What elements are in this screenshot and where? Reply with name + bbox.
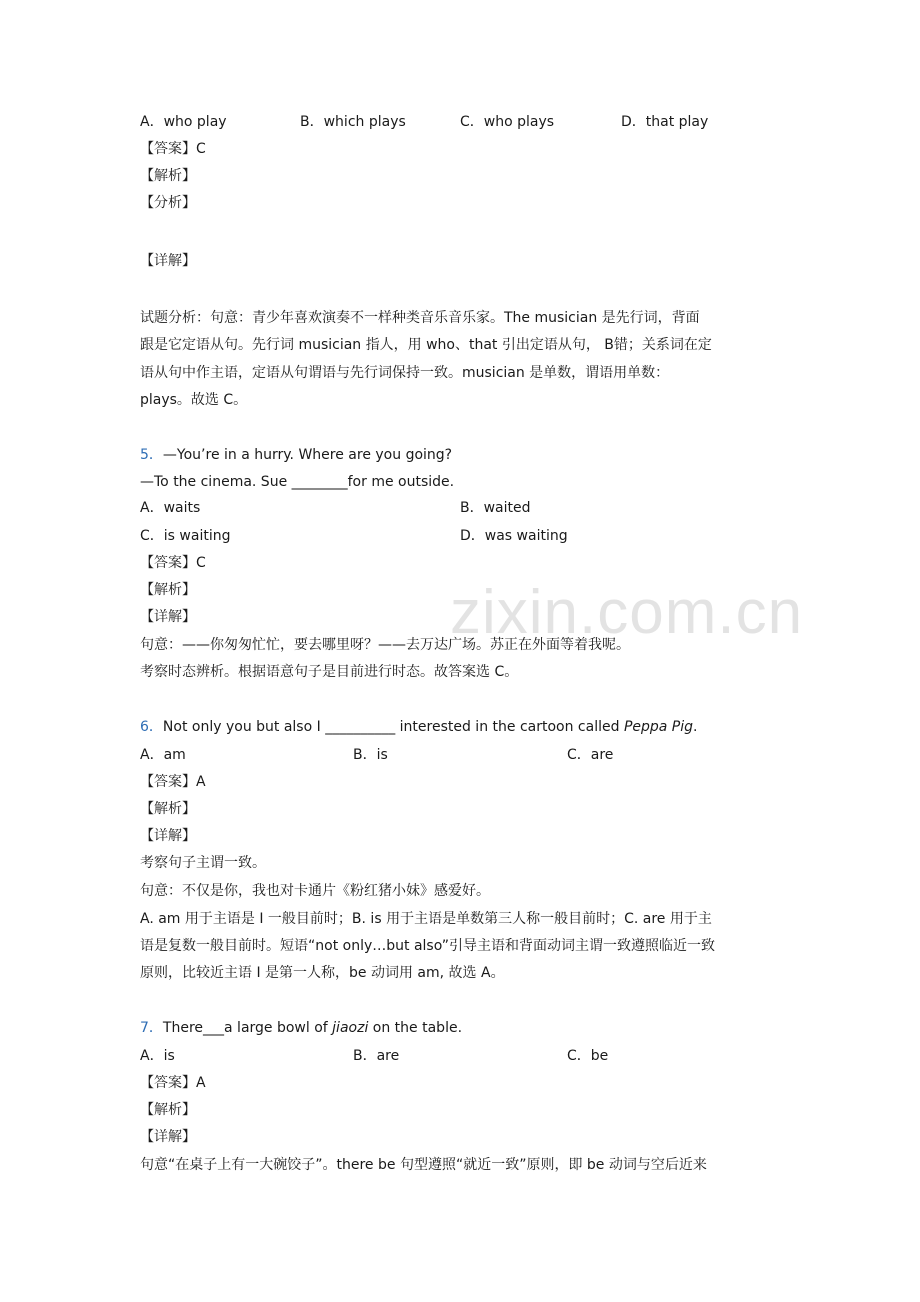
q6-explanation-line: 原则，比较近主语 I 是第一人称，be 动词用 am, 故选 A。	[140, 965, 505, 981]
q5-jiexi-label: 【解析】	[140, 582, 196, 598]
q5-option-a: A．waits	[140, 500, 201, 516]
q5-number: 5．	[140, 447, 163, 463]
q5-dialogue-2: —To the cinema. Sue ________for me outside.	[140, 474, 455, 490]
q7-explanation-line: 句意“在桌子上有一大碗饺子”。there be 句型遵照“就近一致”原则，即 be 动词与空后近来	[140, 1157, 707, 1173]
q4-option-b: B．which plays	[300, 114, 406, 130]
q4-option-c: C．who plays	[460, 114, 555, 130]
q6-stem	[140, 717, 697, 737]
q4-explanation-line: plays。故选 C。	[140, 392, 248, 408]
q6-stem-text: Not only you but also I __________ interested in the cartoon called	[162, 719, 624, 735]
q4-jiexi-label: 【解析】	[140, 168, 196, 184]
watermark: zixin.com.cn	[450, 578, 804, 647]
q6-explanation-line: 语是复数一般目前时。短语“not only…but also”引导主语和背面动词主谓一致遵照临近一致	[140, 938, 716, 954]
q5-option-d: D．was waiting	[460, 528, 568, 544]
q5-stem-line-1	[140, 445, 452, 465]
q5-xiangjie-label: 【详解】	[140, 609, 196, 625]
q7-stem-word: jiaozi	[332, 1020, 369, 1036]
q5-answer: 【答案】C	[140, 555, 206, 571]
q6-explanation-line: A. am 用于主语是 I 一般目前时；B. is 用于主语是单数第三人称一般目前时；C. are 用于主	[140, 911, 712, 927]
q7-stem-end: on the table.	[368, 1020, 463, 1036]
q7-jiexi-label: 【解析】	[140, 1102, 196, 1118]
q6-stem-title: Peppa Pig	[623, 719, 694, 735]
q4-option-d: D．that play	[621, 114, 709, 130]
q6-jiexi-label: 【解析】	[140, 801, 196, 817]
q7-stem	[140, 1018, 462, 1038]
q6-xiangjie-label: 【详解】	[140, 828, 196, 844]
q5-explanation-line: 考察时态辨析。根据语意句子是目前进行时态。故答案选 C。	[140, 664, 519, 680]
q7-option-c: C．be	[567, 1048, 609, 1064]
q4-explanation-line: 跟是它定语从句。先行词 musician 指人，用 who、that 引出定语从句， B错；关系词在定	[140, 337, 712, 353]
q6-option-c: C．are	[567, 747, 614, 763]
q7-xiangjie-label: 【详解】	[140, 1129, 196, 1145]
q4-xiangjie-label: 【详解】	[140, 253, 196, 269]
q5-explanation-line: 句意：——你匆匆忙忙，要去哪里呀？——去万达广场。苏正在外面等着我呢。	[140, 637, 630, 653]
q7-number: 7．	[140, 1020, 163, 1036]
q6-explanation-line: 句意：不仅是你，我也对卡通片《粉红猪小妹》感爱好。	[140, 883, 490, 899]
q6-explanation-line: 考察句子主谓一致。	[140, 855, 266, 871]
q4-option-a: A．who play	[140, 114, 227, 130]
q6-stem-end: .	[693, 719, 698, 735]
q7-option-b: B．are	[353, 1048, 400, 1064]
q6-number: 6．	[140, 719, 163, 735]
q4-answer: 【答案】C	[140, 141, 206, 157]
q6-option-a: A．am	[140, 747, 186, 763]
q5-dialogue-1: —You’re in a hurry. Where are you going?	[162, 447, 453, 463]
q7-option-a: A．is	[140, 1048, 175, 1064]
q5-option-b: B．waited	[460, 500, 531, 516]
q4-explanation-line: 试题分析：句意：青少年喜欢演奏不一样种类音乐音乐家。The musician 是先行词，背面	[140, 310, 700, 326]
q4-explanation-line: 语从句中作主语，定语从句谓语与先行词保持一致。musician 是单数，谓语用单数：	[140, 365, 670, 381]
q4-fenxi-label: 【分析】	[140, 195, 196, 211]
q6-option-b: B．is	[353, 747, 388, 763]
q7-stem-text: There___a large bowl of	[162, 1020, 333, 1036]
q6-answer: 【答案】A	[140, 774, 206, 790]
q5-option-c: C．is waiting	[140, 528, 231, 544]
q7-answer: 【答案】A	[140, 1075, 206, 1091]
